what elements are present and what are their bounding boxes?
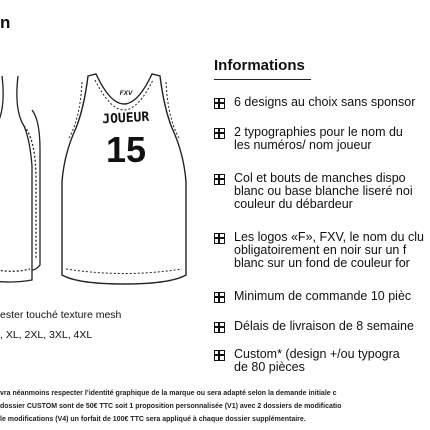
list-item [214, 96, 415, 109]
plus-square-icon [214, 350, 225, 361]
list-item [214, 231, 424, 270]
jersey-illustrations [0, 70, 202, 290]
page-title-fragment: n [0, 13, 11, 32]
plus-square-icon [214, 128, 225, 139]
plus-square-icon [214, 233, 225, 244]
plus-square-icon [214, 174, 225, 185]
jersey-front-view [62, 74, 186, 284]
product-sizes: , XL, 2XL, 3XL, 4XL [0, 329, 93, 341]
footer-note-line: dossier CUSTOM sont de 50€ TTC soit 1 proposition personnalisée (V1) avec 2 dossiers de modificatio [0, 403, 342, 410]
jersey-brand-logo: FXV [119, 90, 133, 97]
plus-square-icon [214, 98, 225, 109]
info-title-underline [214, 79, 311, 80]
list-item [214, 320, 414, 333]
list-item-text: Col et bouts de manches dispo blanc ou base blanche liseré noi couleur du débardeur [234, 171, 413, 211]
jersey-player-number: 15 [105, 129, 147, 170]
list-item-text: Délais de livraison de 8 semaine [234, 319, 414, 333]
list-item-text: Les logos «F», FXV, le nom du clu obligatoirement en noir sur un f blanc sur un fond de couleur for [234, 230, 424, 270]
list-item-text: Custom* (design +/ou typogra de 80 pièces [234, 347, 400, 374]
jersey-side-view [0, 76, 40, 282]
plus-square-icon [214, 322, 225, 333]
list-item [214, 348, 400, 374]
footer-note [0, 387, 430, 426]
list-item-text: Minimum de commande 10 pièc [234, 289, 412, 303]
jersey-player-name: JOUEUR [101, 109, 150, 128]
list-item-text: 6 designs au choix sans sponsor [234, 95, 416, 109]
product-material: ester touché texture mesh [0, 309, 122, 321]
list-item [214, 126, 403, 152]
list-item [214, 172, 413, 211]
footer-note-line: vra néanmoins respecter l’identité graphique de la marque ou sera adapté selon la demande initiale c [0, 390, 337, 397]
plus-square-icon [214, 292, 225, 303]
jersey-body [62, 74, 186, 284]
footer-note-line: le modifications (V4) un forfait de 100€ TTC sera appliqué à chaque dossier supplémentaire. [0, 416, 306, 423]
list-item [214, 290, 411, 303]
info-section-title: Informations [214, 57, 305, 74]
list-item-text: 2 typographies pour le nom du les numéros/ nom joueur [234, 125, 403, 152]
